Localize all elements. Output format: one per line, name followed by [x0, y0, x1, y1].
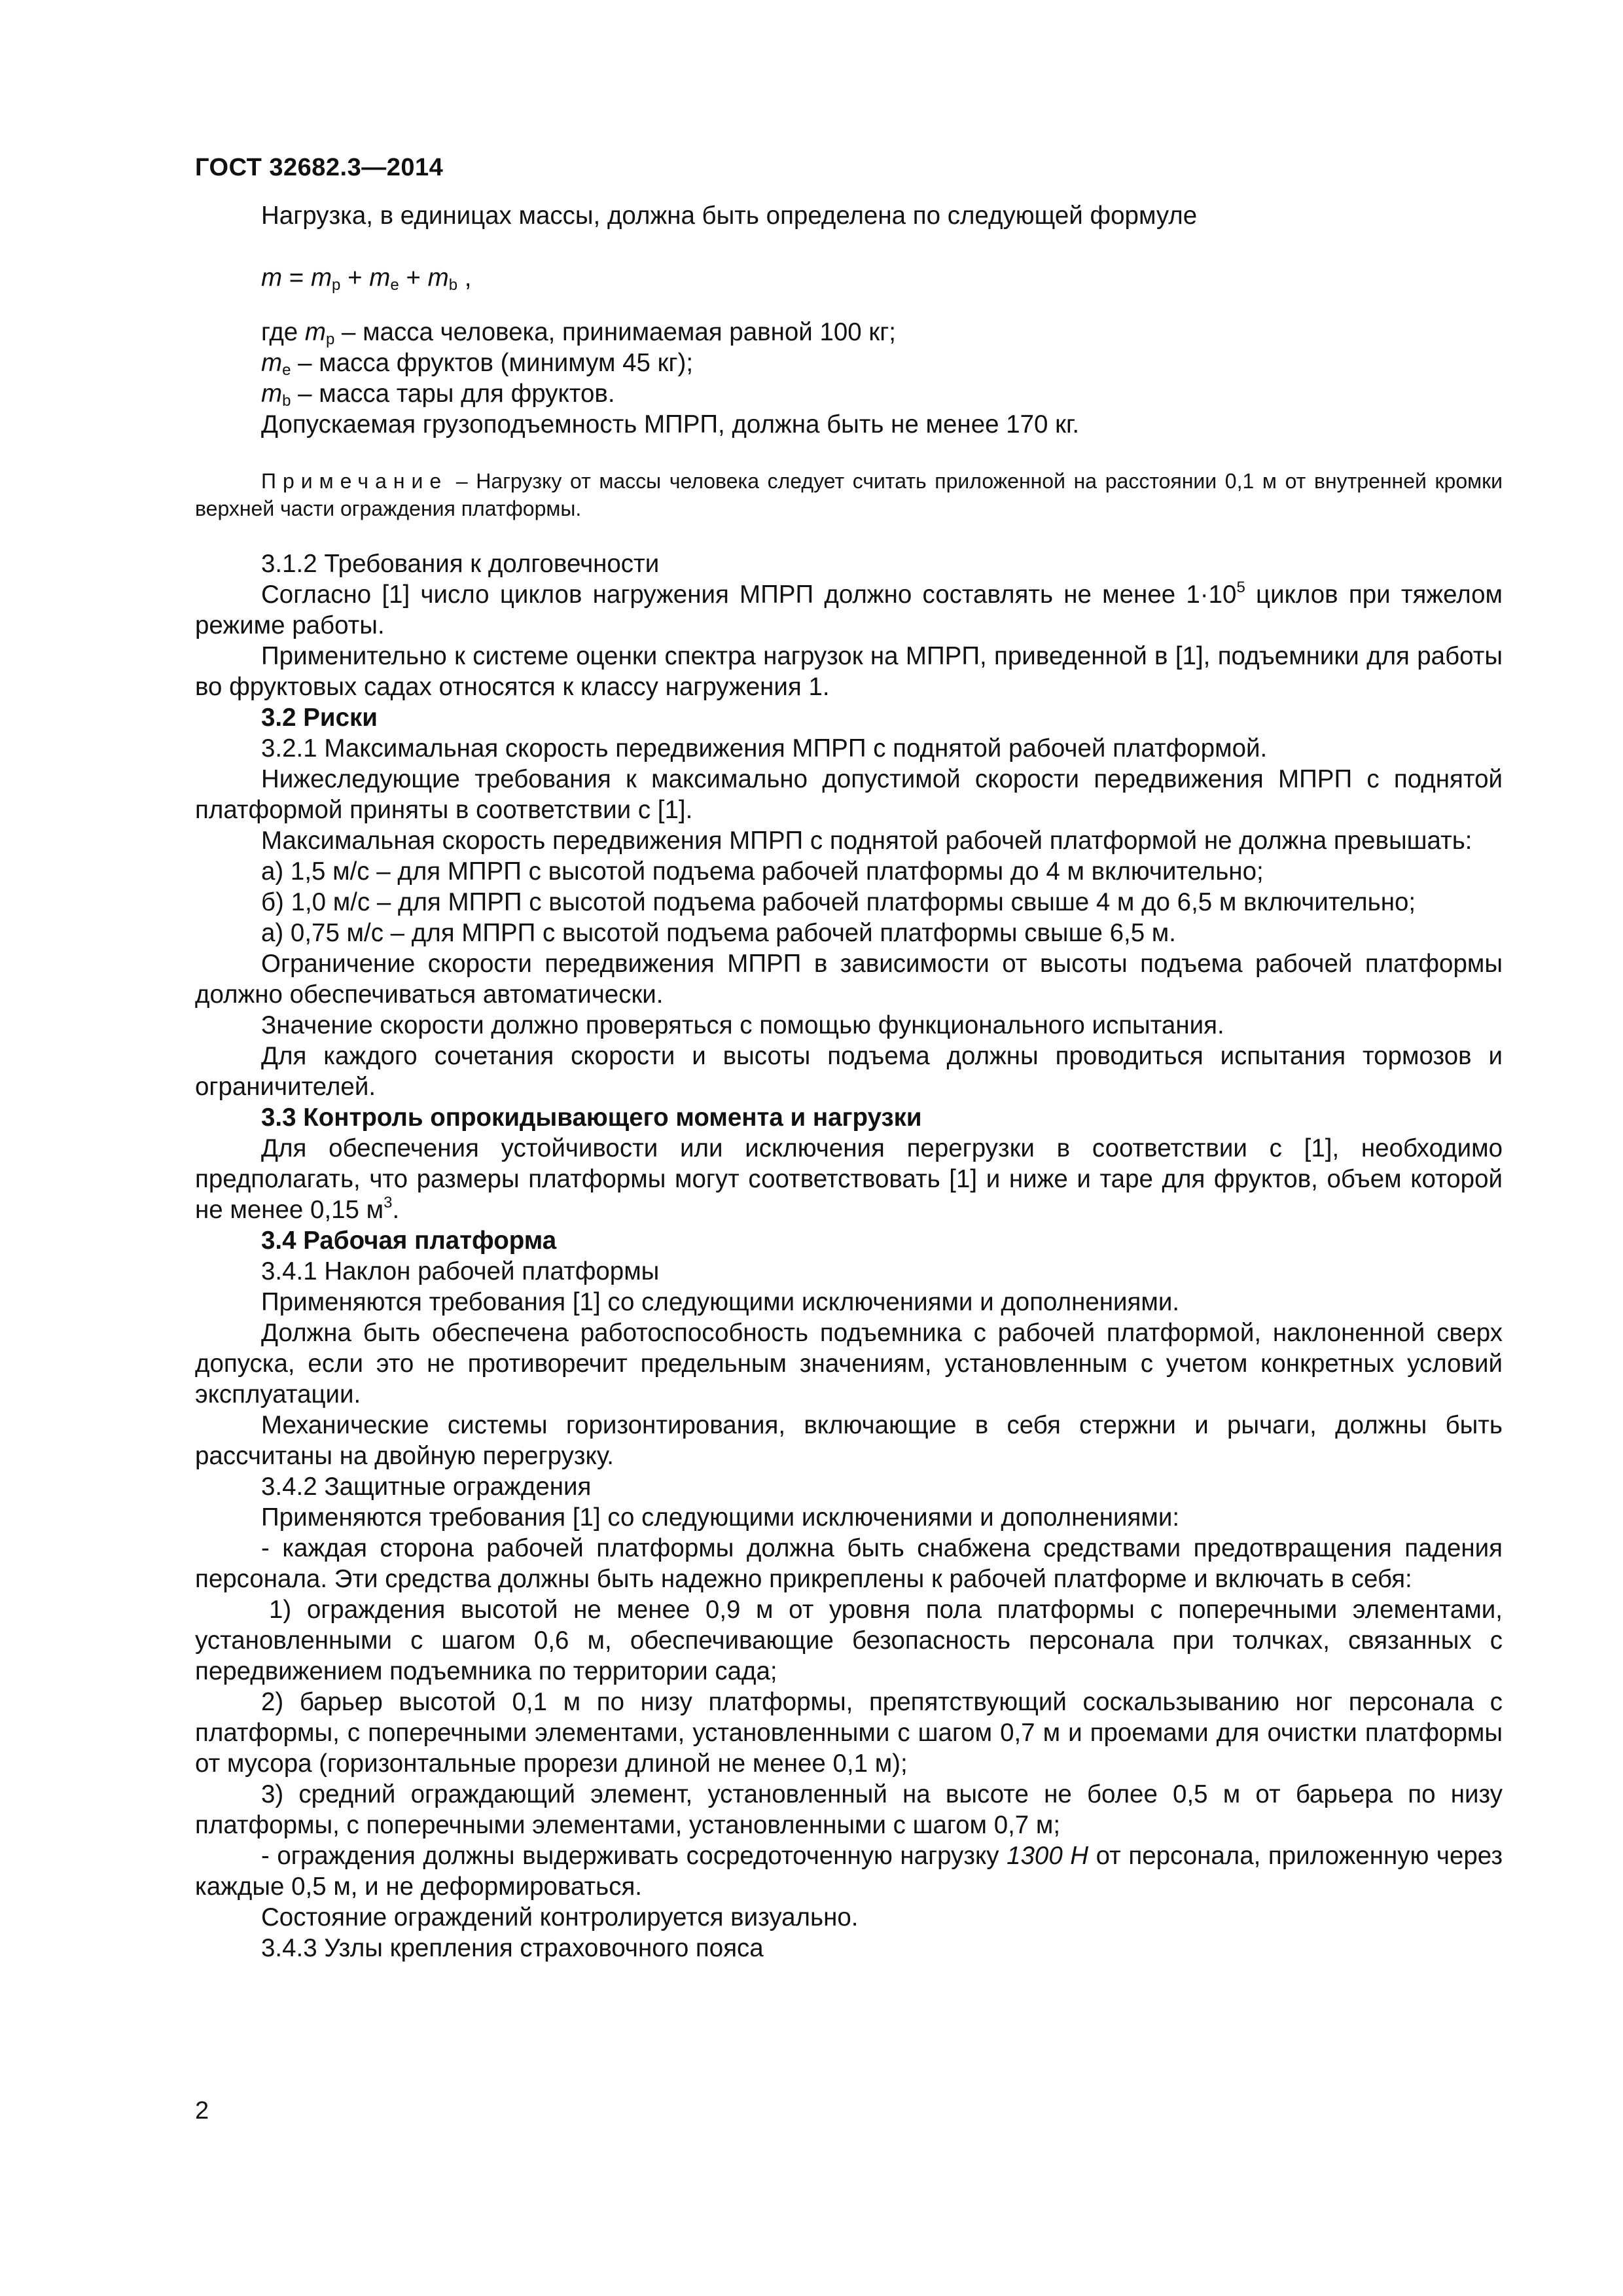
formula-mp: m	[310, 264, 332, 292]
def-mp-sub: p	[325, 331, 335, 348]
def-mb: m	[261, 380, 283, 408]
formula-plus: +	[340, 264, 370, 292]
def-me: m	[261, 349, 283, 377]
section-3-2-title: 3.2 Риски	[261, 704, 378, 732]
note-text: – Нагрузку от массы человека следует считать приложенной на расстоянии 0,1 м от внутренней кромки верхней части ограждения платформы.	[195, 469, 1503, 520]
formula-me: m	[369, 264, 391, 292]
max-speed-paragraph: Максимальная скорость передвижения МПРП с поднятой рабочей платформой не должна превышать:	[261, 827, 1472, 855]
stability-text-end: .	[392, 1196, 400, 1224]
guard-item-1: 1) ограждения высотой не менее 0,9 м от уровня пола платформы с поперечными элементами, установленными с шагом 0,6 м, обеспечивающие безопасность персонала при толчках, связанных с передвижением подъемника по территории сада;	[195, 1596, 1503, 1685]
section-3-4-3-title: 3.4.3 Узлы крепления страховочного пояса	[261, 1934, 764, 1962]
formula-mb-sub: b	[448, 276, 458, 294]
durability-text: Согласно [1] число циклов нагружения МПРП должно составлять не менее 1·10	[261, 581, 1237, 609]
fall-protection-paragraph: - каждая сторона рабочей платформы должна быть снабжена средствами предотвращения падения персонала. Эти средства должны быть надежно прикреплены к рабочей платформе и включать в себя:	[195, 1534, 1503, 1593]
guard-load-paragraph	[195, 1840, 1503, 1902]
visual-check-paragraph: Состояние ограждений контролируется визуально.	[261, 1903, 859, 1931]
durability-paragraph	[195, 579, 1503, 641]
definition-me	[195, 348, 1503, 378]
def-me-text: – масса фруктов (минимум 45 кг);	[291, 349, 694, 377]
tilt-paragraph: Должна быть обеспечена работоспособность подъемника с рабочей платформой, наклоненной сверх допуска, если это не противоречит предельным значениям, установленным с учетом конкретных условий эксплуатации.	[195, 1319, 1503, 1408]
mass-formula	[195, 262, 1503, 293]
document-body	[195, 200, 1503, 1964]
intro-paragraph: Нагрузка, в единицах массы, должна быть определена по следующей формуле	[261, 202, 1198, 230]
definition-mp	[195, 317, 1503, 348]
guard-load-value: 1300 Н	[1007, 1842, 1089, 1870]
speed-limit-paragraph: Ограничение скорости передвижения МПРП в зависимости от высоты подъема рабочей платформы должно обеспечиваться автоматически.	[195, 950, 1503, 1009]
def-me-sub: e	[282, 361, 291, 379]
formula-m: m	[261, 264, 283, 292]
load-class-paragraph: Применительно к системе оценки спектра нагрузок на МПРП, приведенной в [1], подъемники для работы во фруктовых садах относятся к классу нагружения 1.	[195, 642, 1503, 701]
stability-sup: 3	[383, 1194, 393, 1211]
stability-paragraph	[195, 1133, 1503, 1225]
durability-sup: 5	[1236, 579, 1245, 596]
speed-check-paragraph: Значение скорости должно проверяться с помощью функционального испытания.	[261, 1011, 1224, 1039]
speed-item-c: а) 0,75 м/с – для МПРП с высотой подъема рабочей платформы свыше 6,5 м.	[261, 919, 1176, 947]
leveling-paragraph: Механические системы горизонтирования, включающие в себя стержни и рычаги, должны быть рассчитаны на двойную перегрузку.	[195, 1411, 1503, 1470]
section-3-4-1-title: 3.4.1 Наклон рабочей платформы	[261, 1257, 660, 1285]
note-label: Примечание	[261, 469, 448, 493]
formula-tail: ,	[457, 264, 472, 292]
formula-mp-sub: p	[332, 276, 341, 294]
def-mb-text: – масса тары для фруктов.	[291, 380, 615, 408]
requirements-paragraph-1: Применяются требования [1] со следующими исключениями и дополнениями.	[261, 1288, 1180, 1316]
where-word: где	[261, 318, 305, 346]
capacity-paragraph: Допускаемая грузоподъемность МПРП, должна быть не менее 170 кг.	[261, 410, 1080, 439]
formula-eq: =	[282, 264, 311, 292]
speed-requirements-paragraph: Нижеследующие требования к максимально допустимой скорости передвижения МПРП с поднятой платформой приняты в соответствии с [1].	[195, 765, 1503, 824]
stability-text: Для обеспечения устойчивости или исключения перегрузки в соответствии с [1], необходимо предполагать, что размеры платформы могут соответствовать [1] и ниже и таре для фруктов, объем которой не менее 0,15 м	[195, 1134, 1503, 1224]
speed-item-b: б) 1,0 м/с – для МПРП с высотой подъема рабочей платформы свыше 4 м до 6,5 м включительно;	[261, 888, 1416, 916]
document-header: ГОСТ 32682.3—2014	[195, 154, 444, 181]
definition-mb	[195, 378, 1503, 409]
def-mp-text: – масса человека, принимаемая равной 100 кг;	[334, 318, 896, 346]
section-3-3-title: 3.3 Контроль опрокидывающего момента и нагрузки	[261, 1103, 922, 1132]
section-3-1-2-title: 3.1.2 Требования к долговечности	[261, 550, 660, 578]
guard-load-text: - ограждения должны выдерживать сосредоточенную нагрузку	[261, 1842, 1007, 1870]
section-3-4-2-title: 3.4.2 Защитные ограждения	[261, 1473, 592, 1501]
requirements-paragraph-2: Применяются требования [1] со следующими исключениями и дополнениями:	[261, 1503, 1180, 1532]
durability-text-end: циклов при тяжелом режиме работы.	[195, 581, 1503, 639]
formula-mb: m	[427, 264, 449, 292]
formula-plus: +	[399, 264, 428, 292]
guard-item-2: 2) барьер высотой 0,1 м по низу платформы, препятствующий соскальзыванию ног персонала с платформы, с поперечными элементами, установленными с шагом 0,7 м и проемами для очистки платформы от мусора (горизонтальные прорези длиной не менее 0,1 м);	[195, 1688, 1503, 1778]
formula-me-sub: e	[390, 276, 399, 294]
guard-item-3: 3) средний ограждающий элемент, установленный на высоте не более 0,5 м от барьера по низу платформы, с поперечными элементами, установленными с шагом 0,7 м;	[195, 1780, 1503, 1839]
note-block	[195, 467, 1503, 522]
section-3-4-title: 3.4 Рабочая платформа	[261, 1227, 557, 1255]
section-3-2-1-paragraph: 3.2.1 Максимальная скорость передвижения МПРП с поднятой рабочей платформой.	[261, 734, 1268, 762]
def-mb-sub: b	[282, 392, 291, 410]
guard-load-text-end: от персонала, приложенную через каждые 0,5 м, и не деформироваться.	[195, 1842, 1503, 1901]
speed-item-a: а) 1,5 м/с – для МПРП с высотой подъема рабочей платформы до 4 м включительно;	[261, 857, 1264, 886]
brake-test-paragraph: Для каждого сочетания скорости и высоты подъема должны проводиться испытания тормозов и ограничителей.	[195, 1042, 1503, 1101]
page-number: 2	[195, 2097, 209, 2125]
def-mp: m	[304, 318, 326, 346]
